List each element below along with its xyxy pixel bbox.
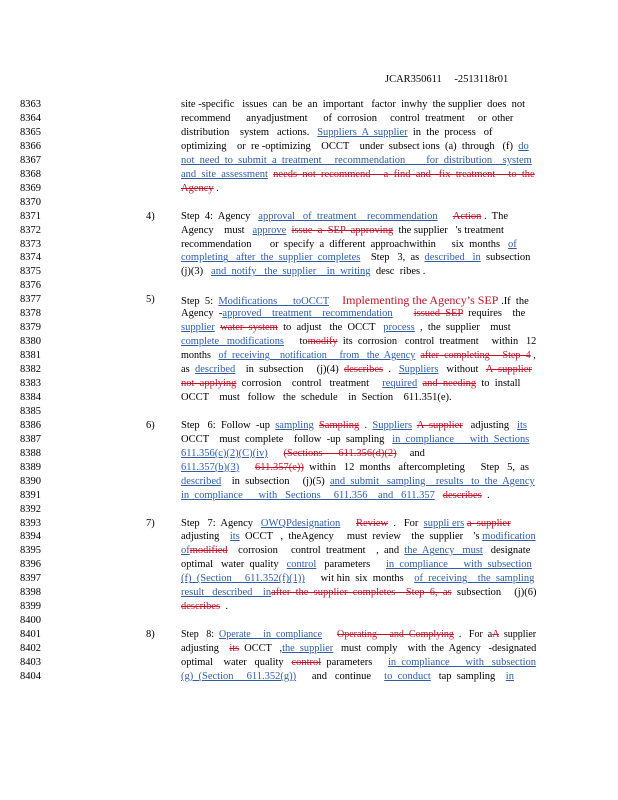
body-text: site -specific issues can be an important factor inwhy the supplier does not <box>181 99 526 110</box>
body-text: optimizing or re -optimizing OCCT under subsect ions (a) through (f) <box>181 140 519 152</box>
inserted-text: described <box>195 364 236 376</box>
inserted-text: of <box>507 238 517 250</box>
body-text: must comply with the Agency -designated <box>333 643 537 655</box>
line-text <box>181 391 536 405</box>
deleted-text: describes <box>344 364 384 376</box>
body-text: recommendation or specify a different approachwithin six months <box>181 238 508 250</box>
inserted-text: completing after the supplier completes <box>181 252 361 264</box>
document-line <box>0 224 618 238</box>
line-text <box>181 600 536 614</box>
line-number: 8375 <box>20 266 41 278</box>
body-text: and continue <box>296 670 385 682</box>
deleted-text: control <box>291 657 322 668</box>
body-text: supplier <box>498 629 537 641</box>
document-line <box>0 112 618 126</box>
deleted-text: (Sections 611.356(d)(2) <box>283 447 397 459</box>
body-text: Step 6: Follow -up <box>181 419 276 431</box>
body-text: as <box>181 364 195 376</box>
document-line <box>0 279 618 293</box>
body-text: adjusting <box>181 643 230 655</box>
line-number: 8385 <box>20 405 41 417</box>
line-number: 8401 <box>20 629 41 641</box>
body-text <box>438 211 453 222</box>
inserted-text: modification <box>482 531 536 543</box>
body-text: parameters <box>321 657 389 668</box>
document-line <box>0 98 618 112</box>
deleted-text: 611.357(e)) <box>254 461 304 473</box>
line-text <box>181 489 536 503</box>
document-line <box>0 210 618 224</box>
inserted-text: the Agency must <box>404 545 483 557</box>
body-text: subsection (j)(6) <box>451 587 537 599</box>
deleted-text: describes <box>442 489 482 501</box>
body-text: in the process of <box>407 126 493 138</box>
body-text: subsection <box>480 252 531 264</box>
body-text: Step 5: <box>181 296 219 308</box>
document-line <box>0 642 618 656</box>
document-line <box>0 628 618 642</box>
document-line <box>0 656 618 670</box>
inserted-text: result described in <box>181 587 272 599</box>
line-number: 8367 <box>20 154 41 166</box>
body-text: . <box>359 419 373 431</box>
body-text: . <box>213 182 219 194</box>
body-text: OCCT , <box>239 643 283 655</box>
line-number: 8387 <box>20 433 41 445</box>
document-line <box>0 377 618 391</box>
line-number: 8368 <box>20 168 41 180</box>
inserted-text: in compliance with Sections <box>392 433 530 445</box>
line-text <box>181 517 536 531</box>
inserted-text: in compliance with subsection <box>388 657 536 668</box>
body-text: its corrosion control treatment within 12 <box>337 336 537 348</box>
deleted-text: modified <box>189 545 228 557</box>
line-text <box>181 168 536 182</box>
body-text: corrosion control treatment , and <box>227 545 405 557</box>
line-text <box>181 628 537 642</box>
list-item-number: 8) <box>146 629 155 641</box>
list-item-number: 4) <box>146 210 155 222</box>
document-line <box>0 251 618 265</box>
document-line <box>0 321 618 335</box>
body-text: Agency must <box>181 224 253 236</box>
line-number: 8388 <box>20 447 41 459</box>
line-number: 8397 <box>20 573 41 585</box>
body-text: in subsection (j)(5) <box>221 475 331 487</box>
document-line <box>0 405 618 419</box>
line-number: 8389 <box>20 461 41 473</box>
inserted-text: Suppliers A supplier <box>317 126 408 138</box>
inserted-text: Operate in compliance <box>219 629 323 641</box>
document-line <box>0 154 618 168</box>
line-number: 8402 <box>20 643 41 655</box>
line-number: 8386 <box>20 419 41 431</box>
inserted-text: Suppliers <box>372 419 413 431</box>
line-number: 8374 <box>20 252 41 264</box>
deleted-text: Operating and Complying <box>337 629 454 641</box>
line-number: 8390 <box>20 475 41 487</box>
body-text: OCCT , theAgency must review the supplier 's <box>239 531 483 543</box>
line-text <box>181 447 536 461</box>
inserted-text: and site assessment <box>181 168 268 180</box>
body-text: in subsection (j)(4) <box>235 364 345 376</box>
inserted-text: Suppliers <box>398 364 439 376</box>
body-text: Step 8: <box>181 629 220 641</box>
inserted-text: the supplier <box>282 643 334 655</box>
line-text <box>181 670 536 684</box>
document-line <box>0 182 618 196</box>
body-text <box>239 462 255 473</box>
body-text: OCCT must follow the schedule in Section 611.351(e). <box>181 391 452 403</box>
body-text <box>435 490 443 501</box>
document-line <box>0 196 618 210</box>
inserted-text: do <box>518 140 529 152</box>
line-number: 8404 <box>20 670 41 682</box>
line-number: 8366 <box>20 140 41 152</box>
body-text: corrosion control treatment <box>236 378 383 389</box>
deleted-text: after completing Step 4 <box>420 350 531 362</box>
inserted-text: supplier <box>181 322 215 334</box>
inserted-text: suppli ers <box>423 517 465 529</box>
document-line <box>0 126 618 140</box>
line-number: 8376 <box>20 280 41 292</box>
inserted-text: approve <box>252 224 287 236</box>
body-text: to install <box>476 378 521 389</box>
body-text: months <box>181 350 219 362</box>
document-line <box>0 572 618 586</box>
document-line <box>0 544 618 558</box>
line-number: 8364 <box>20 112 41 124</box>
document-line <box>0 517 618 531</box>
body-text: and <box>396 447 425 459</box>
deleted-text: Review <box>356 517 389 529</box>
body-text: Step 3, as <box>360 252 425 264</box>
document-line <box>0 670 618 684</box>
line-number: 8369 <box>20 182 41 194</box>
deleted-text: Action <box>452 210 482 222</box>
body-text <box>393 308 414 319</box>
body-text: Step 7: Agency <box>181 517 261 529</box>
line-text <box>181 98 536 112</box>
line-text <box>181 321 536 335</box>
body-text: within 12 months aftercompleting Step 5, as <box>303 461 530 473</box>
inserted-text: Modifications toOCCT <box>218 296 329 308</box>
inserted-text: in compliance with subsection <box>386 559 532 571</box>
page-header <box>385 74 508 85</box>
line-number: 8365 <box>20 126 41 138</box>
deleted-text: A <box>492 629 499 641</box>
line-text <box>181 419 536 433</box>
deleted-text: its <box>229 643 240 655</box>
body-text: adjusting <box>181 531 230 543</box>
body-text: desc ribes . <box>370 266 426 278</box>
inserted-text: 611.356(c)(2)(C)(iv) <box>181 447 268 459</box>
body-text: to <box>283 336 308 348</box>
line-text <box>181 112 536 126</box>
inserted-text: of receiving notification from the Agency <box>218 350 416 362</box>
body-text: Agency - <box>181 308 223 320</box>
deleted-text: modify <box>307 336 338 348</box>
document-line <box>0 503 618 517</box>
line-text <box>181 251 536 265</box>
inserted-text: and notify the supplier in writing <box>211 266 371 278</box>
inserted-text: control <box>286 559 317 571</box>
body-text: without <box>438 364 486 376</box>
document-line <box>0 433 618 447</box>
body-text: recommend anyadjustment of corrosion control treatment or other <box>181 112 514 124</box>
document-line <box>0 168 618 182</box>
inserted-text: in <box>505 670 514 682</box>
line-number: 8372 <box>20 224 41 236</box>
body-text: OCCT must complete follow -up sampling <box>181 433 393 445</box>
body-text: adjusting <box>462 419 518 431</box>
inserted-text: 611.357(b)(3) <box>181 461 240 473</box>
document-line <box>0 447 618 461</box>
inserted-text: OWQPdesignation <box>260 517 341 529</box>
deleted-text: not applying <box>181 378 237 389</box>
revision-id: -2513118r01 <box>454 74 509 85</box>
body-text: . The <box>481 210 508 222</box>
line-number: 8378 <box>20 308 41 320</box>
line-text <box>181 544 536 558</box>
inserted-text: process <box>383 322 415 334</box>
document-line <box>0 349 618 363</box>
line-text <box>181 335 537 349</box>
line-number: 8383 <box>20 378 41 389</box>
line-number: 8370 <box>20 196 41 208</box>
line-text <box>181 140 536 154</box>
document-line <box>0 307 618 321</box>
line-number: 8371 <box>20 210 41 222</box>
document-line <box>0 586 618 600</box>
line-text <box>181 224 536 238</box>
deleted-text: after the supplier completes Step 6, as <box>271 587 452 599</box>
inserted-text: (g) (Section 611.352(g)) <box>181 670 297 682</box>
document-line <box>0 419 618 433</box>
line-text <box>181 656 535 670</box>
body-text: wit hin six months <box>304 573 415 585</box>
line-text <box>181 586 536 600</box>
inserted-text: of <box>181 545 190 557</box>
deleted-text: A supplier <box>485 364 532 376</box>
body-text: Step 4: Agency <box>181 210 259 222</box>
inserted-text: approval of treatment recommendation <box>258 210 438 222</box>
line-number: 8373 <box>20 238 41 250</box>
deleted-text: and needing <box>422 378 477 389</box>
line-text <box>181 210 536 224</box>
line-number: 8399 <box>20 601 41 613</box>
inserted-text: complete modifications <box>181 336 284 348</box>
body-text: parameters <box>316 559 386 571</box>
deleted-text: Sampling <box>318 419 360 431</box>
line-number: 8379 <box>20 322 41 334</box>
list-item-number: 7) <box>146 517 155 529</box>
deleted-text: issue a SEP approving <box>291 224 394 236</box>
body-text: , the supplier must <box>414 322 511 334</box>
line-text <box>181 530 535 544</box>
deleted-text: describes <box>181 601 221 613</box>
line-text <box>181 307 536 321</box>
body-text: . <box>481 489 490 501</box>
document-line <box>0 489 618 503</box>
body-text <box>329 296 342 307</box>
document-line <box>0 600 618 614</box>
body-text: .If the <box>498 296 529 308</box>
line-number: 8392 <box>20 503 41 515</box>
list-item-number: 5) <box>146 294 155 306</box>
document-line <box>0 265 618 279</box>
body-text: , <box>530 350 536 362</box>
line-number: 8395 <box>20 545 41 557</box>
line-text <box>181 475 536 489</box>
line-number: 8377 <box>20 294 41 306</box>
inserted-text: described <box>181 475 222 487</box>
document-line <box>0 614 618 628</box>
list-item-number: 6) <box>146 419 155 431</box>
deleted-text: issued SEP <box>413 308 463 320</box>
doc-id: JCAR350611 <box>385 74 442 85</box>
document-line <box>0 335 618 349</box>
inserted-text: in compliance with Sections 611.356 and 611.357 <box>181 489 435 501</box>
line-text <box>181 154 536 168</box>
line-number: 8393 <box>20 517 41 529</box>
line-text <box>181 349 536 363</box>
deleted-text: Agency <box>181 182 214 194</box>
line-number: 8403 <box>20 657 41 668</box>
line-number: 8398 <box>20 587 41 599</box>
line-text <box>181 461 536 475</box>
body-text <box>322 629 337 640</box>
line-number: 8363 <box>20 99 41 110</box>
line-text <box>181 377 536 391</box>
body-text: the supplier 's treatment <box>393 224 504 236</box>
inserted-text: and submit sampling results to the Agency <box>330 475 535 487</box>
line-text <box>181 363 536 377</box>
inserted-text: described in <box>424 252 481 264</box>
line-number: 8400 <box>20 615 41 627</box>
document-line <box>0 461 618 475</box>
deleted-text: needs not recommend a find and fix treatment to the <box>273 168 535 180</box>
inserted-text: not need to submit a treatment recommendation for distribution system <box>181 154 532 166</box>
inserted-text: required <box>382 378 418 389</box>
document-line <box>0 140 618 154</box>
line-text <box>181 642 537 656</box>
document-line <box>0 363 618 377</box>
line-number: 8396 <box>20 559 41 571</box>
line-text <box>181 238 536 252</box>
body-text: . <box>383 364 399 376</box>
body-text <box>268 448 284 459</box>
line-text <box>181 265 536 279</box>
body-text: optimal water quality <box>181 657 292 668</box>
line-number: 8394 <box>20 531 41 543</box>
body-text: to adjust the OCCT <box>277 322 384 334</box>
deleted-text: a supplier <box>466 517 511 529</box>
line-number: 8384 <box>20 391 41 403</box>
body-text <box>340 518 356 529</box>
inserted-text: approved treatment recommendation <box>222 308 393 320</box>
deleted-heading-text: Implementing the Agency’s SEP <box>342 293 499 308</box>
body-text: designate <box>482 545 531 557</box>
document-line <box>0 391 618 405</box>
body-text: optimal water quality <box>181 559 287 571</box>
body-text: . <box>220 601 228 613</box>
inserted-text: (f) (Section 611.352(f)(1)) <box>181 573 305 585</box>
body-text: requires the <box>462 308 526 320</box>
line-number: 8380 <box>20 336 41 348</box>
inserted-text: sampling <box>275 419 314 431</box>
body-text: . For a <box>453 629 493 641</box>
line-number: 8391 <box>20 489 41 501</box>
line-text <box>181 182 536 196</box>
deleted-text: A supplier <box>416 419 463 431</box>
line-text <box>181 126 536 140</box>
line-number: 8382 <box>20 364 41 376</box>
deleted-text: water system <box>220 322 278 334</box>
document-line <box>0 558 618 572</box>
document-line <box>0 530 618 544</box>
line-text <box>181 558 536 572</box>
body-text: (j)(3) <box>181 266 212 278</box>
document-line <box>0 475 618 489</box>
inserted-text: of receiving the sampling <box>414 573 535 585</box>
document-line <box>0 238 618 252</box>
inserted-text: its <box>229 531 240 543</box>
document-line <box>0 293 618 307</box>
body-text: distribution system actions. <box>181 126 318 138</box>
inserted-text: to conduct <box>384 670 431 682</box>
line-text <box>181 572 536 586</box>
line-text <box>181 433 536 447</box>
inserted-text: its <box>517 419 527 431</box>
line-number: 8381 <box>20 350 41 362</box>
body-text: . For <box>388 517 424 529</box>
body-text: tap sampling <box>430 670 506 682</box>
